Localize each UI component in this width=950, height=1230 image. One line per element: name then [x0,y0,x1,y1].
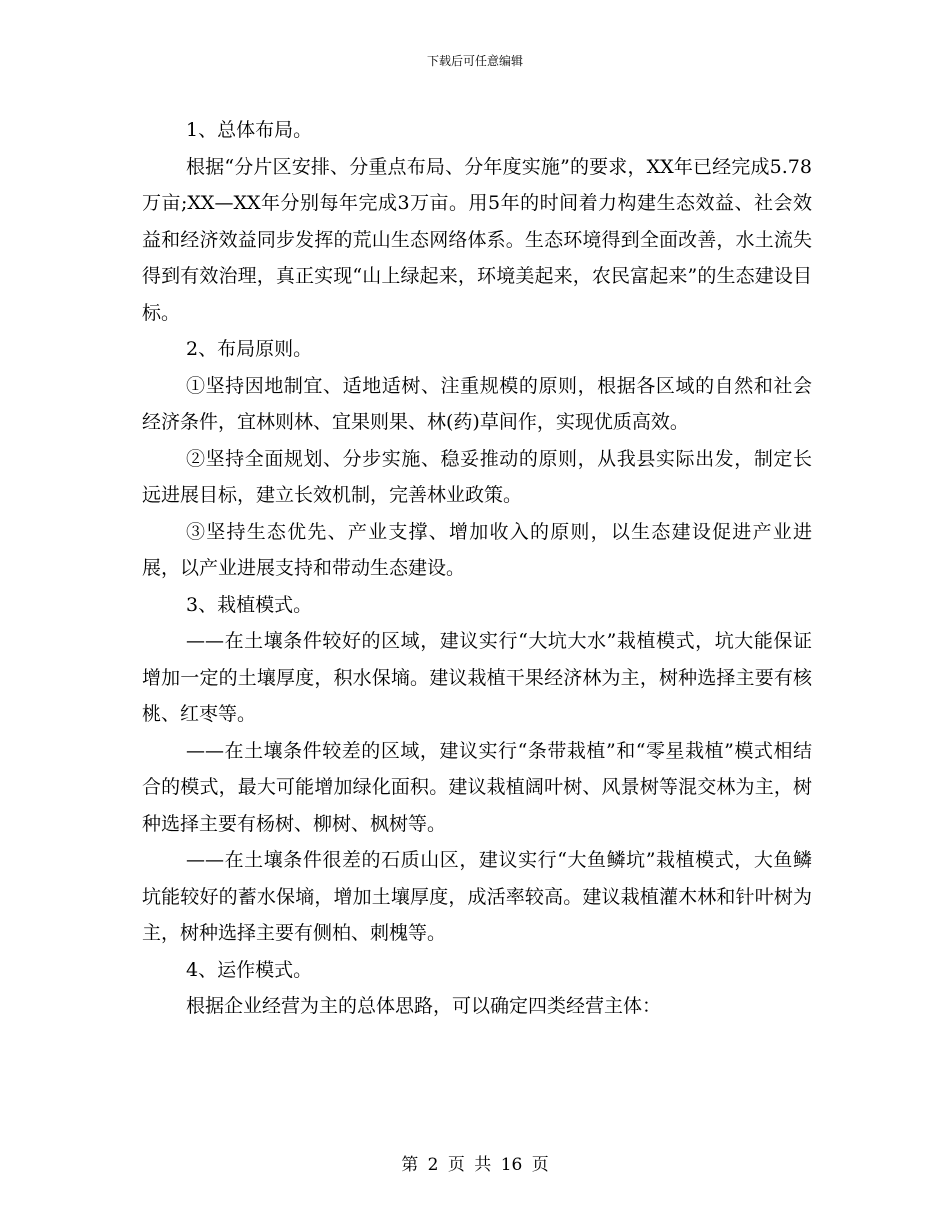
page-footer: 第 2 页 共 16 页 [401,1155,549,1175]
planting-mode-item-3: ——在土壤条件很差的石质山区，建议实行“大鱼鳞坑”栽植模式，大鱼鳞坑能较好的蓄水保墒，增加土壤厚度，成活率较高。建议栽植灌木林和针叶树为主，树种选择主要有侧柏、刺槐等。 [142,849,812,944]
page-header: 下载后可任意编辑 [426,54,523,68]
planting-mode-item-1: ——在土壤条件较好的区域，建议实行“大坑大水”栽植模式，坑大能保证增加一定的土壤厚度，积水保墒。建议栽植干果经济林为主，树种选择主要有核桃、红枣等。 [142,630,812,725]
principle-item-3: ③坚持生态优先、产业支撑、增加收入的原则，以生态建设促进产业进展，以产业进展支持和带动生态建设。 [142,520,812,579]
paragraph-operation-mode: 根据企业经营为主的总体思路，可以确定四类经营主体： [186,995,662,1017]
section-heading-overall-layout: 1、总体布局。 [186,119,313,141]
section-heading-layout-principles: 2、布局原则。 [186,338,313,360]
principle-item-1: ①坚持因地制宜、适地适树、注重规模的原则，根据各区域的自然和社会经济条件，宜林则林、宜果则果、林(药)草间作，实现优质高效。 [142,374,812,433]
planting-mode-item-2: ——在土壤条件较差的区域，建议实行“条带栽植”和“零星栽植”模式相结合的模式，最大可能增加绿化面积。建议栽植阔叶树、风景树等混交林为主，树种选择主要有杨树、柳树、枫树等。 [142,739,812,835]
section-heading-planting-mode: 3、栽植模式。 [186,593,313,616]
principle-item-2: ②坚持全面规划、分步实施、稳妥推动的原则，从我县实际出发，制定长远进展目标，建立长效机制，完善林业政策。 [142,447,812,506]
section-heading-operation-mode: 4、运作模式。 [186,958,313,981]
document-body [142,112,812,1025]
paragraph-overall-layout: 根据“分片区安排、分重点布局、分年度实施”的要求，XX年已经完成5.78万亩;XX—XX年分别每年完成3万亩。用5年的时间着力构建生态效益、社会效益和经济效益同步发挥的荒山生态网络体系。生态环境得到全面改善，水土流失得到有效治理，真正实现“山上绿起来，环境美起来，农民富起来”的生态建设目标。 [142,155,812,324]
